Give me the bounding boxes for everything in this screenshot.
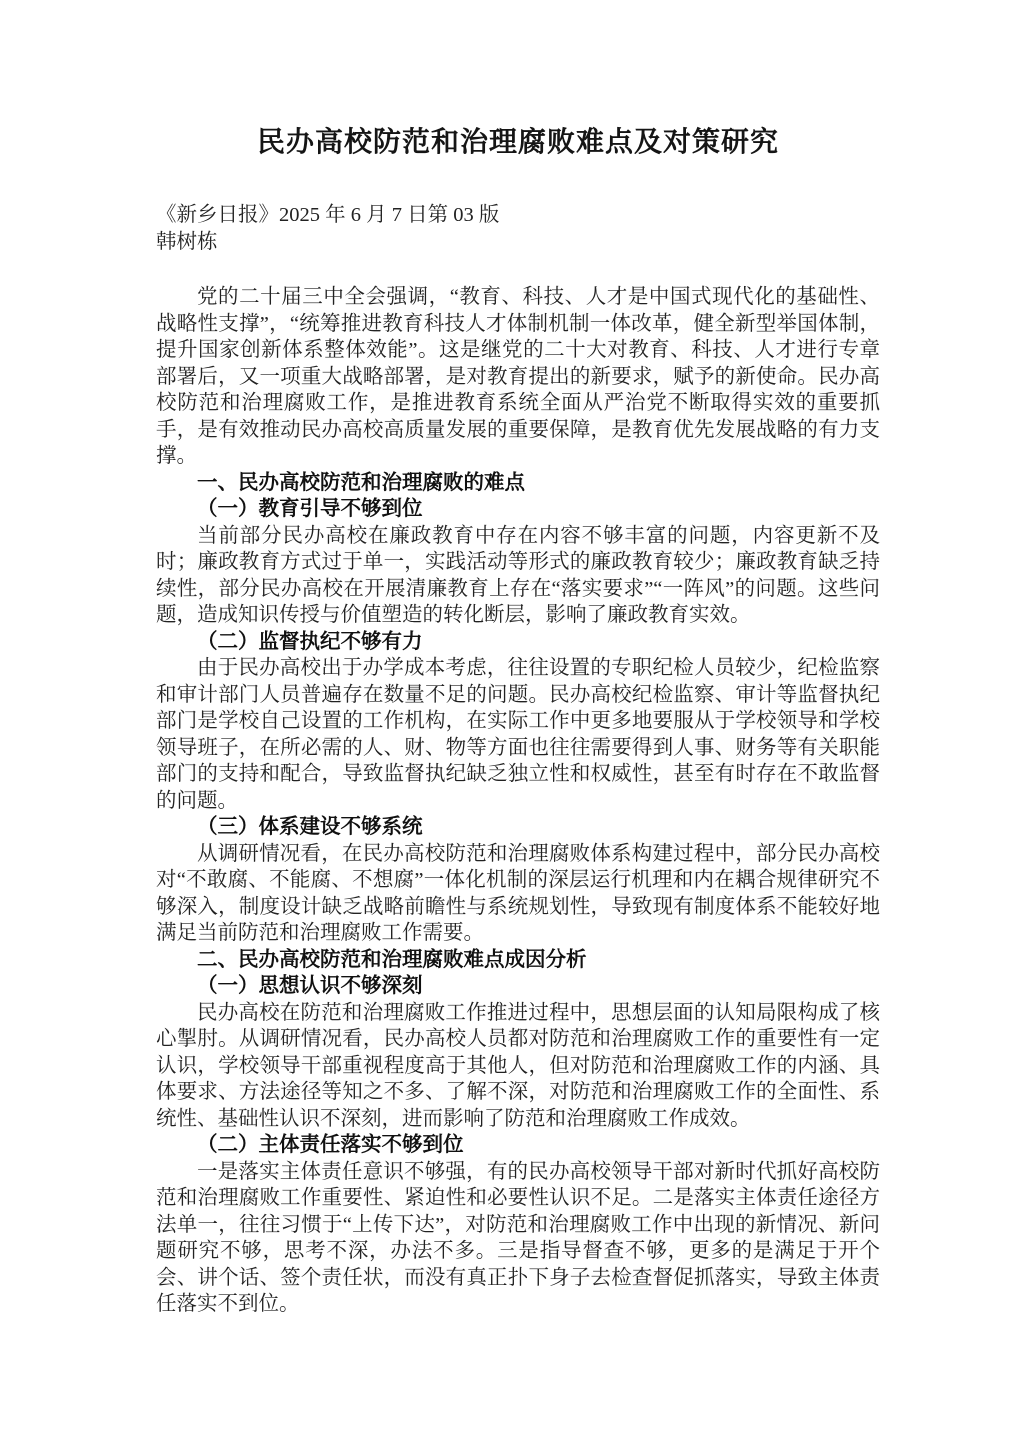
paragraph: 党的二十届三中全会强调，“教育、科技、人才是中国式现代化的基础性、战略性支撑”，“统筹推进教育科技人才体制机制一体改革，健全新型举国体制，提升国家创新体系整体效能”。这是继党的二十大对教育、科技、人才进行专章部署后，又一项重大战略部署，是对教育提出的新要求，赋予的新使命。民办高校防范和治理腐败工作，是推进教育系统全面从严治党不断取得实效的重要抓手，是有效推动民办高校高质量发展的重要保障，是教育优先发展战略的有力支撑。	[156, 286, 880, 467]
document-meta	[156, 202, 880, 256]
subsection-heading: （二）监督执纪不够有力	[197, 629, 423, 653]
document-body	[156, 284, 880, 1318]
document-title: 民办高校防范和治理腐败难点及对策研究	[256, 127, 779, 158]
section-heading: 二、民办高校防范和治理腐败难点成因分析	[197, 947, 587, 971]
paragraph: 一是落实主体责任意识不够强，有的民办高校领导干部对新时代抓好高校防范和治理腐败工作重要性、紧迫性和必要性认识不足。二是落实主体责任途径方法单一，往往习惯于“上传下达”，对防范和治理腐败工作中出现的新情况、新问题研究不够，思考不深，办法不多。三是指导督查不够，更多的是满足于开个会、讲个话、签个责任状，而没有真正扑下身子去检查督促抓落实，导致主体责任落实不到位。	[156, 1160, 880, 1315]
paragraph: 由于民办高校出于办学成本考虑，往往设置的专职纪检人员较少，纪检监察和审计部门人员普遍存在数量不足的问题。民办高校纪检监察、审计等监督执纪部门是学校自己设置的工作机构，在实际工作中更多地要服从于学校领导和学校领导班子，在所必需的人、财、物等方面也往往需要得到人事、财务等有关职能部门的支持和配合，导致监督执纪缺乏独立性和权威性，甚至有时存在不敢监督的问题。	[156, 657, 880, 812]
source-line: 《新乡日报》2025 年 6 月 7 日第 03 版	[156, 204, 500, 226]
subsection-heading: （三）体系建设不够系统	[197, 815, 423, 838]
section-heading: 一、民办高校防范和治理腐败的难点	[197, 470, 525, 494]
subsection-heading: （一）教育引导不够到位	[197, 497, 423, 520]
paragraph: 当前部分民办高校在廉政教育中存在内容不够丰富的问题，内容更新不及时；廉政教育方式过于单一，实践活动等形式的廉政教育较少；廉政教育缺乏持续性，部分民办高校在开展清廉教育上存在“落实要求”“一阵风”的问题。这些问题，造成知识传授与价值塑造的转化断层，影响了廉政教育实效。	[156, 524, 880, 626]
subsection-heading: （二）主体责任落实不够到位	[197, 1133, 464, 1156]
subsection-heading: （一）思想认识不够深刻	[197, 974, 423, 997]
author-line: 韩树栋	[156, 231, 218, 253]
paragraph: 从调研情况看，在民办高校防范和治理腐败体系构建过程中，部分民办高校对“不敢腐、不能腐、不想腐”一体化机制的深层运行机理和内在耦合规律研究不够深入，制度设计缺乏战略前瞻性与系统规划性，导致现有制度体系不能较好地满足当前防范和治理腐败工作需要。	[156, 842, 880, 944]
paragraph: 民办高校在防范和治理腐败工作推进过程中，思想层面的认知局限构成了核心掣肘。从调研情况看，民办高校人员都对防范和治理腐败工作的重要性有一定认识，学校领导干部重视程度高于其他人，但对防范和治理腐败工作的内涵、具体要求、方法途径等知之不多、了解不深，对防范和治理腐败工作的全面性、系统性、基础性认识不深刻，进而影响了防范和治理腐败工作成效。	[156, 1001, 880, 1130]
